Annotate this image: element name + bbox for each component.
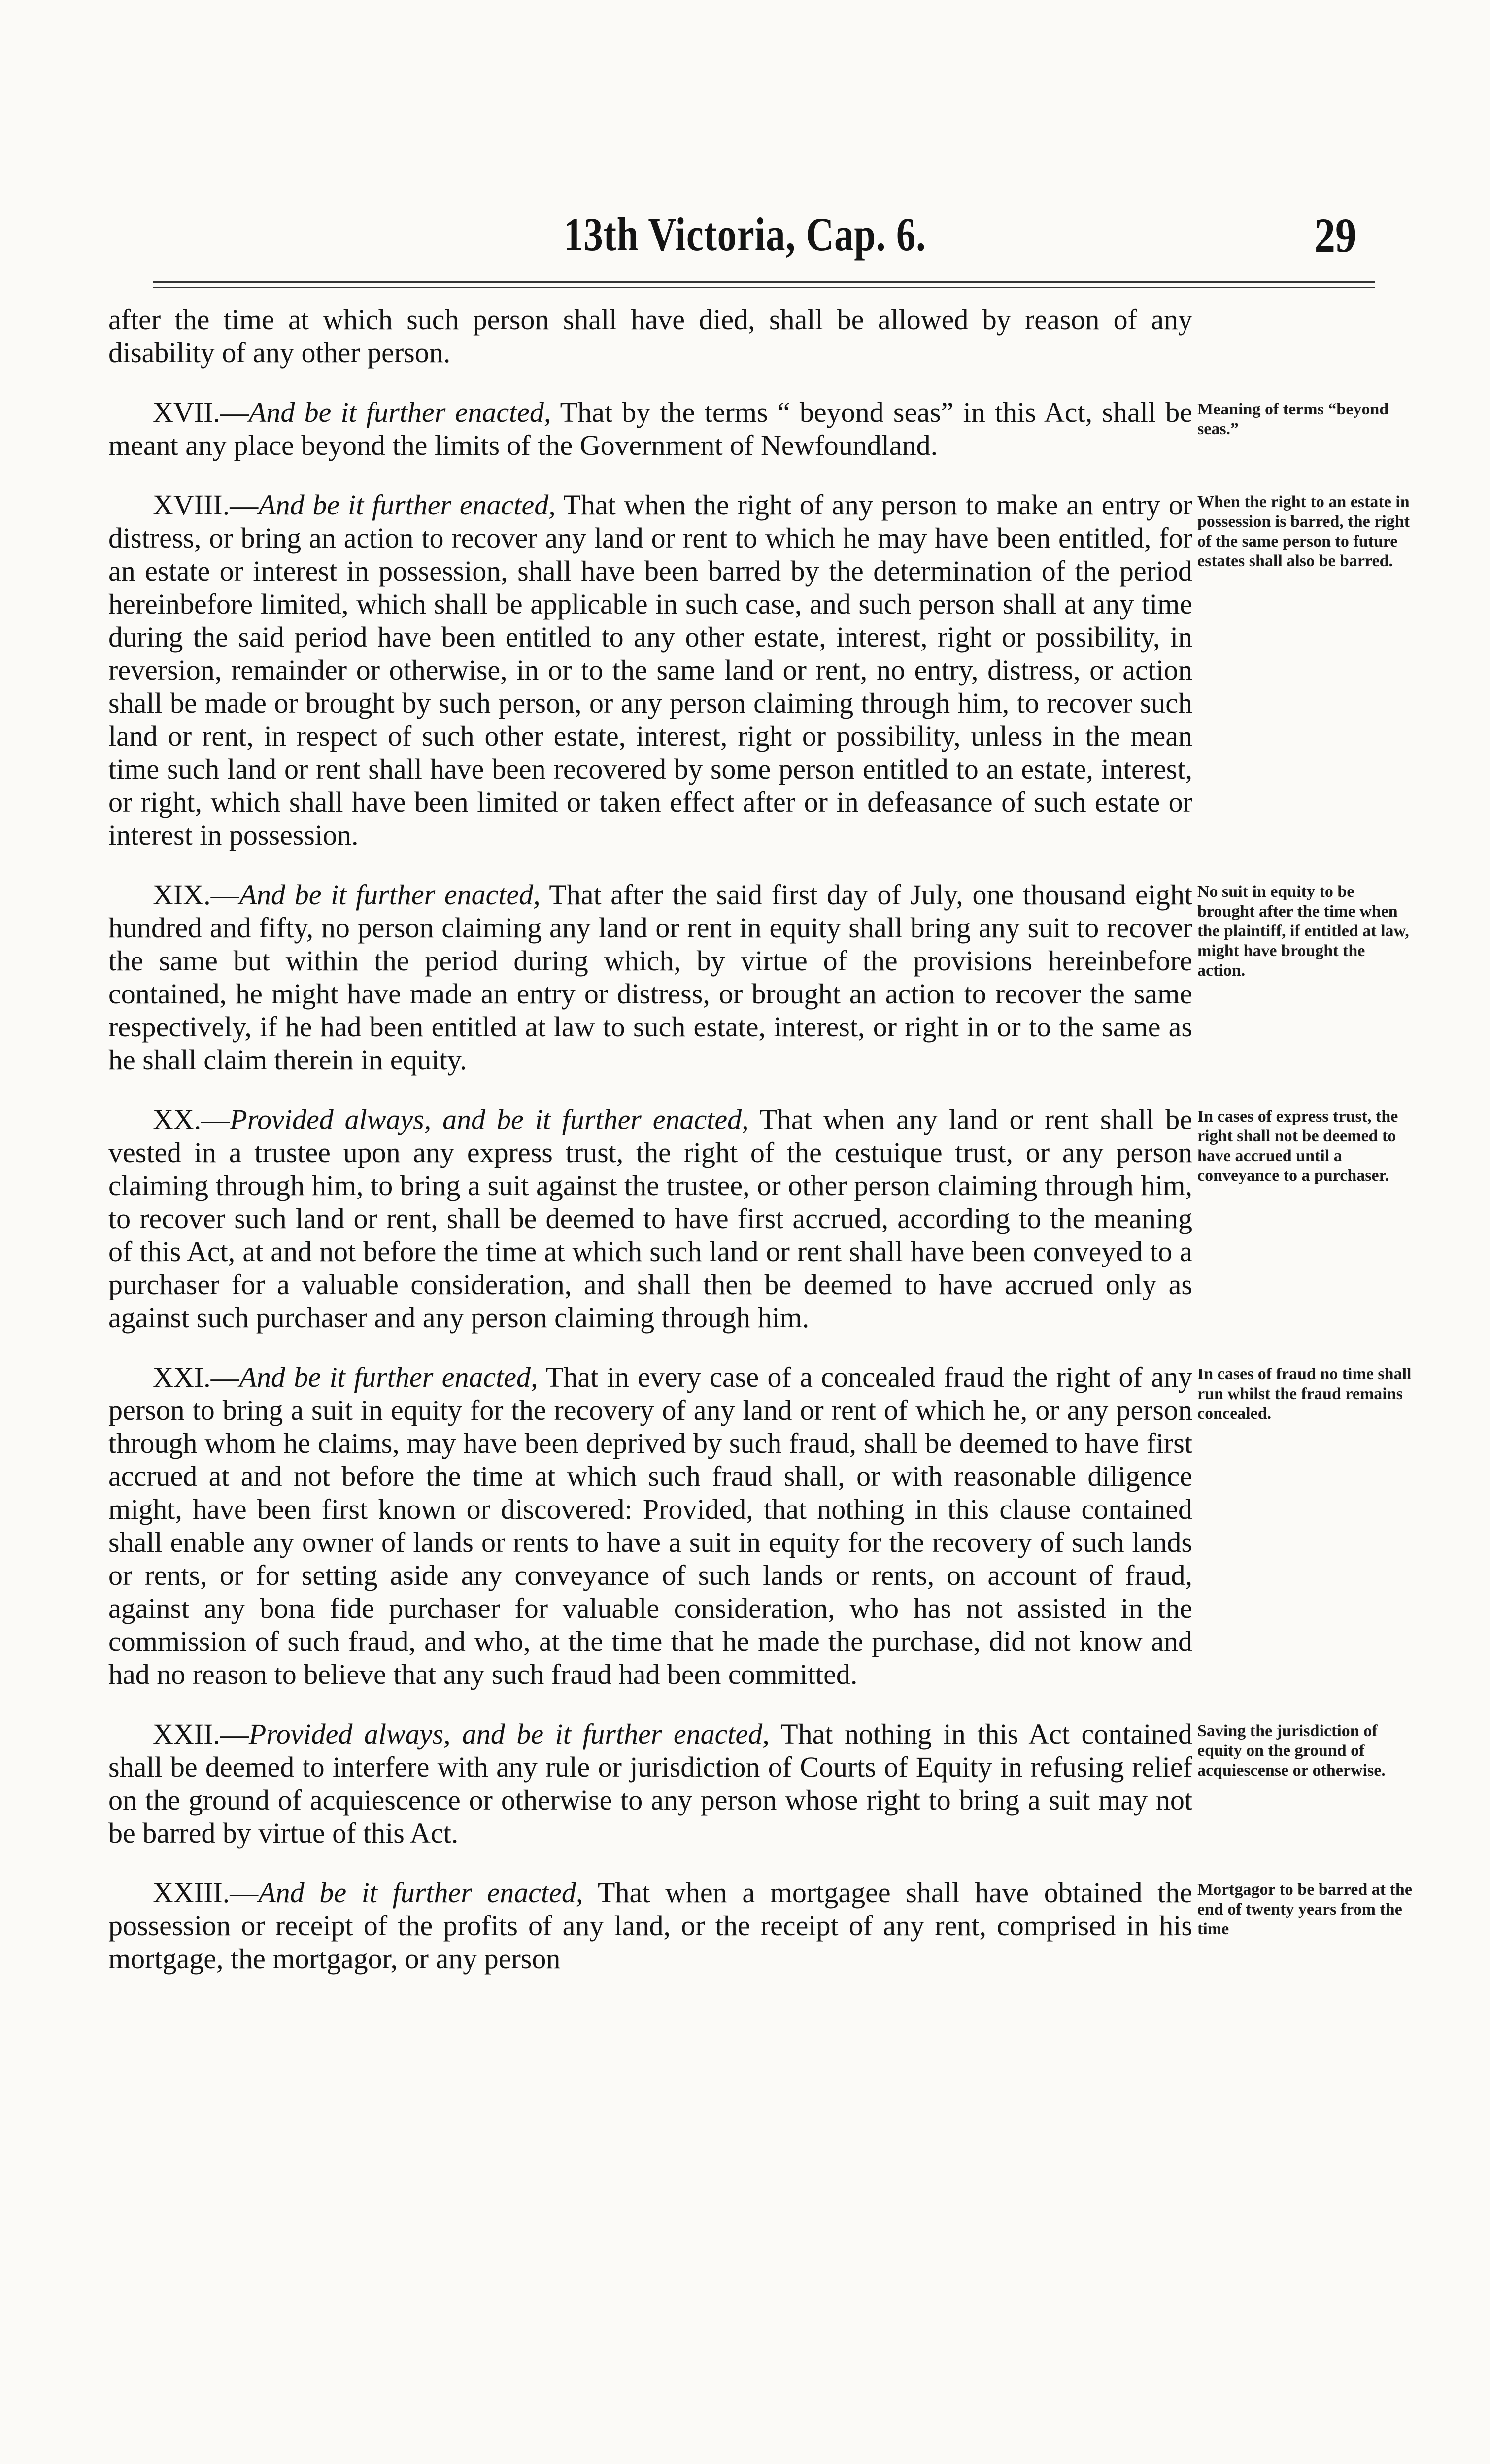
- section-number: XX.—: [153, 1103, 230, 1135]
- marginal-note: Meaning of terms “beyond seas.”: [1197, 400, 1389, 438]
- marginal-note: No suit in equity to be brought after the time when the plaintiff, if entitled at law, might have brought the action.: [1197, 883, 1409, 980]
- section-text: That in every case of a concealed fraud the right of any person to bring a suit in equity for the recovery of any land or rent of which he, or any person through whom he claims, may have been deprived by such fraud, shall be deemed to have first accrued at and not before the time at which such fraud shall, or with reasonable diligence might, have been first known or discovered: Provided, that nothing in this clause contained shall enable any owner of lands or rents to have a suit in equity for the recovery of such lands or rents, or for setting aside any conveyance of such lands or rents, on account of fraud, against any bona fide purchaser for valuable consideration, who has not assisted in the commission of such fraud, and who, at the time that he made the purchase, did not know and had no reason to believe that any such fraud had been committed.: [108, 1361, 1192, 1690]
- statute-body: [108, 303, 1192, 2002]
- section-xviii: [108, 488, 1192, 852]
- section-lead: And be it further enacted,: [239, 879, 541, 911]
- section-text: That when a mortgagee shall have obtained the possession or receipt of the profits of any land, or the receipt of any rent, comprised in his mortgage, the mortgagor, or any person: [108, 1877, 1192, 1975]
- section-number: XIX.—: [153, 879, 239, 911]
- section-lead: And be it further enacted,: [239, 1361, 538, 1393]
- running-header: [0, 207, 1490, 281]
- marginal-note: In cases of fraud no time shall run whilst the fraud remains concealed.: [1197, 1365, 1412, 1423]
- section-number: XVII.—: [153, 396, 249, 428]
- section-number: XXI.—: [153, 1361, 239, 1393]
- section-xxiii: [108, 1876, 1192, 1975]
- section-number: XXIII.—: [153, 1877, 259, 1909]
- section-lead: And be it further enacted,: [248, 396, 551, 428]
- section-text: That when any land or rent shall be vested in a trustee upon any express trust, the right of the cestuique trust, or any person claiming through him, to bring a suit against the trustee, or other person claiming through him, to recover such land or rent, shall be deemed to have first accrued, according to the meaning of this Act, at and not before the time at which such land or rent shall have been conveyed to a purchaser for a valuable consideration, and shall then be deemed to have accrued only as against such purchaser and any person claiming through him.: [108, 1103, 1192, 1334]
- section-text: That when the right of any person to make an entry or distress, or bring an action to recover any land or rent to which he may have been entitled, for an estate or interest in possession, shall have been barred by the determination of the period hereinbefore limited, which shall be applicable in such case, and such person shall at any time during the said period have been entitled to any other estate, interest, right or possibility, in reversion, remainder or otherwise, in or to the same land or rent, no entry, distress, or action shall be made or brought by such person, or any person claiming through him, to recover such land or rent, in respect of such other estate, interest, right or possibility, unless in the mean time such land or rent shall have been recovered by some person entitled to an estate, interest, or right, which shall have been limited or taken effect after or in defeasance of such estate or interest in possession.: [108, 489, 1193, 851]
- section-lead: Provided always, and be it further enacted,: [230, 1103, 749, 1135]
- section-number: XXII.—: [153, 1718, 249, 1750]
- section-number: XVIII.—: [153, 489, 259, 521]
- page-number: 29: [1314, 208, 1356, 263]
- section-text: That nothing in this Act contained shall be deemed to interfere with any rule or jurisdiction of Courts of Equity in refusing relief on the ground of acquiescence or otherwise to any person whose right to bring a suit may not be barred by virtue of this Act.: [108, 1718, 1192, 1849]
- section-xix: [108, 878, 1192, 1076]
- section-lead: And be it further enacted,: [258, 489, 556, 521]
- section-lead: Provided always, and be it further enacted,: [248, 1718, 770, 1750]
- continuation-paragraph: [108, 303, 1192, 369]
- marginal-note: In cases of express trust, the right shall not be deemed to have accrued until a conveyance to a purchaser.: [1197, 1107, 1398, 1185]
- marginal-note: Saving the jurisdiction of equity on the ground of acquiescense or otherwise.: [1197, 1722, 1386, 1780]
- section-xx: [108, 1103, 1192, 1334]
- section-xxi: [108, 1361, 1192, 1691]
- section-text: That by the terms “ beyond seas” in this Act, shall be meant any place beyond the limits of the Government of Newfoundland.: [108, 396, 1192, 461]
- section-text: That after the said first day of July, one thousand eight hundred and fifty, no person claiming any land or rent in equity shall bring any suit to recover the same but within the period during which, by virtue of the provisions hereinbefore contained, he might have made an entry or distress, or brought an action to recover the same respectively, if he had been entitled at law to such estate, interest, or right in or to the same as he shall claim therein in equity.: [108, 879, 1192, 1076]
- section-xvii: [108, 396, 1192, 462]
- section-xxii: [108, 1717, 1192, 1849]
- marginal-note: When the right to an estate in possession is barred, the right of the same person to future estates shall also be barred.: [1197, 493, 1410, 570]
- section-lead: And be it further enacted,: [258, 1877, 583, 1909]
- marginal-note: Mortgagor to be barred at the end of twenty years from the time: [1197, 1881, 1412, 1938]
- header-rule: [153, 281, 1375, 288]
- continuation-text: after the time at which such person shall have died, shall be allowed by reason of any disability of any other person.: [108, 304, 1192, 369]
- running-title: 13th Victoria, Cap. 6.: [564, 208, 926, 261]
